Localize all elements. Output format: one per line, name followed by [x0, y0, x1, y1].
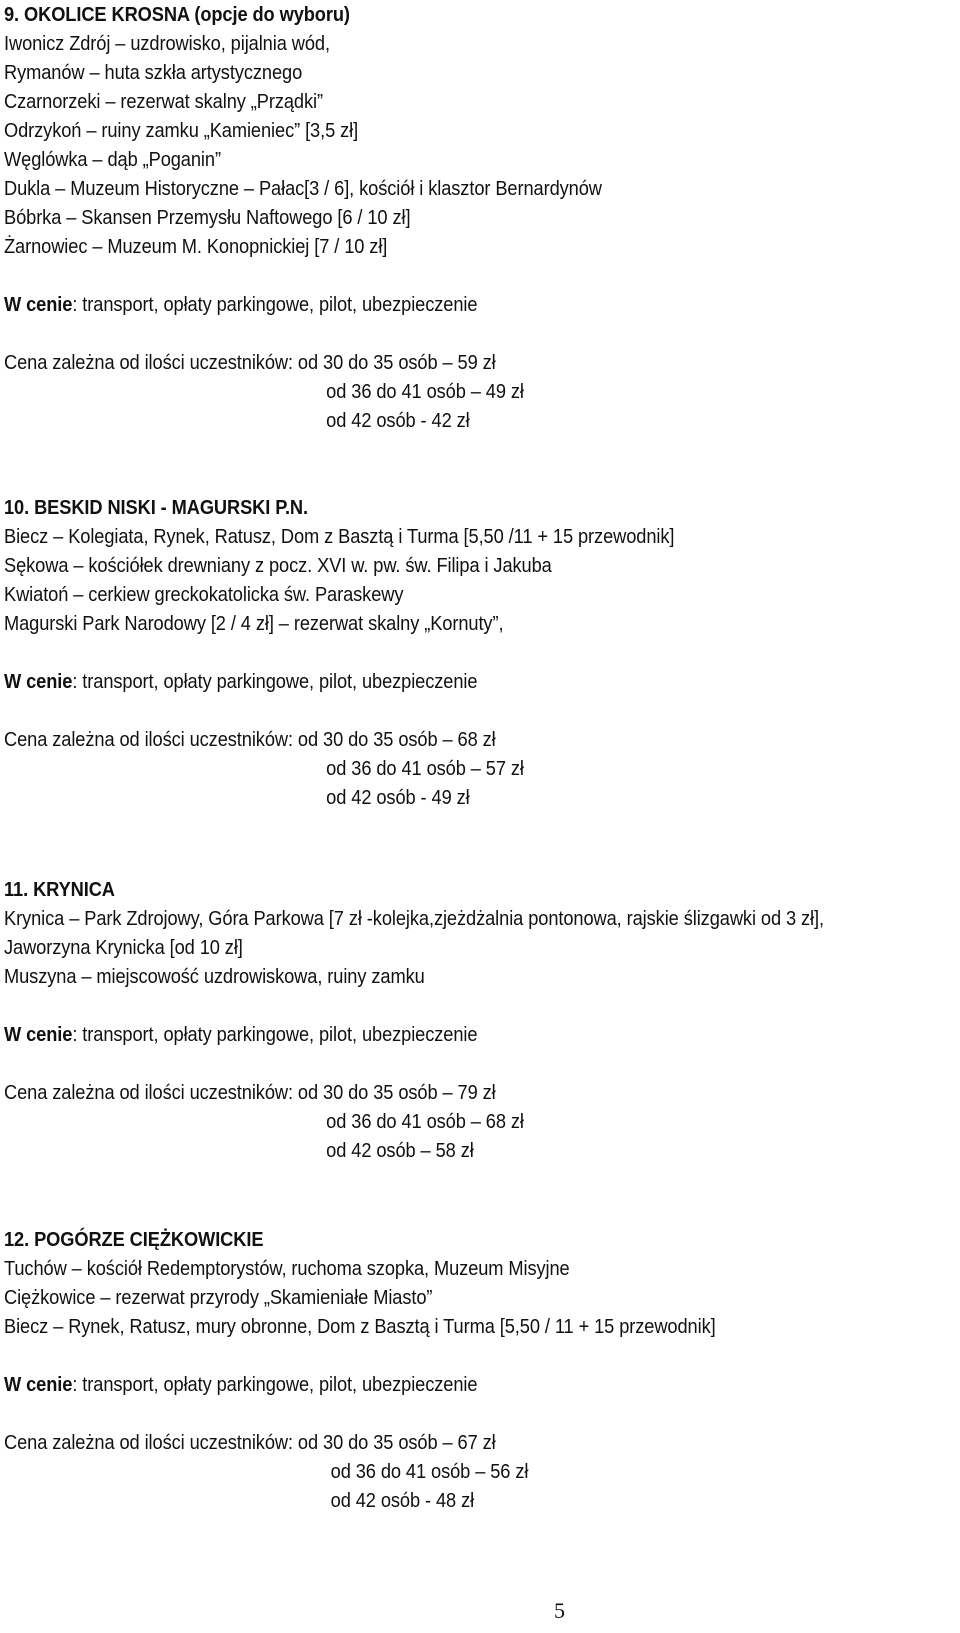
included-line [4, 667, 674, 696]
attraction-line: Muszyna – miejscowość uzdrowiskowa, ruiny zamku [4, 965, 425, 988]
section-title: 12. POGÓRZE CIĘŻKOWICKIE [4, 1228, 264, 1251]
price-row: od 42 osób - 42 zł [326, 409, 470, 432]
attraction-line: Żarnowiec – Muzeum M. Konopnickiej [7 / 10 zł] [4, 235, 388, 258]
price-row: od 42 osób – 58 zł [326, 1139, 474, 1162]
price-row: od 42 osób - 49 zł [326, 786, 470, 809]
included-text: : transport, opłaty parkingowe, pilot, ubezpieczenie [72, 293, 478, 316]
attraction-line: Sękowa – kościółek drewniany z pocz. XVI w. pw. św. Filipa i Jakuba [4, 554, 552, 577]
attraction-line: Biecz – Rynek, Ratusz, mury obronne, Dom z Basztą i Turma [5,50 / 11 + 15 przewodnik] [4, 1315, 716, 1338]
attraction-line: Bóbrka – Skansen Przemysłu Naftowego [6 / 10 zł] [4, 206, 411, 229]
section-krynica [4, 875, 824, 1165]
included-text: : transport, opłaty parkingowe, pilot, ubezpieczenie [72, 1373, 478, 1396]
included-line [4, 290, 602, 319]
page-number: 5 [554, 1598, 565, 1623]
price-intro: Cena zależna od ilości uczestników: od 30 do 35 osób – 67 zł [4, 1431, 496, 1454]
included-line [4, 1370, 716, 1399]
section-title: 10. BESKID NISKI - MAGURSKI P.N. [4, 496, 309, 519]
price-row: od 42 osób - 48 zł [330, 1489, 475, 1512]
price-row: od 36 do 41 osób – 68 zł [326, 1110, 524, 1133]
price-row: od 36 do 41 osób – 57 zł [326, 757, 524, 780]
attraction-line: Magurski Park Narodowy [2 / 4 zł] – rezerwat skalny „Kornuty”, [4, 612, 504, 635]
attraction-line: Jaworzyna Krynicka [od 10 zł] [4, 936, 243, 959]
section-title: 9. OKOLICE KROSNA (opcje do wyboru) [4, 3, 350, 26]
included-text: : transport, opłaty parkingowe, pilot, ubezpieczenie [72, 1023, 478, 1046]
included-label: W cenie [4, 1023, 73, 1046]
price-row: od 36 do 41 osób – 56 zł [330, 1460, 529, 1483]
attraction-line: Kwiatoń – cerkiew greckokatolicka św. Paraskewy [4, 583, 404, 606]
included-label: W cenie [4, 1373, 73, 1396]
attraction-line: Rymanów – huta szkła artystycznego [4, 61, 303, 84]
section-beskid-niski [4, 493, 674, 812]
attraction-line: Czarnorzeki – rezerwat skalny „Prządki” [4, 90, 323, 113]
attraction-line: Iwonicz Zdrój – uzdrowisko, pijalnia wód, [4, 32, 330, 55]
attraction-line: Ciężkowice – rezerwat przyrody „Skamieniałe Miasto” [4, 1286, 433, 1309]
attraction-line: Węglówka – dąb „Poganin” [4, 148, 221, 171]
section-okolice-krosna [4, 0, 602, 435]
included-text: : transport, opłaty parkingowe, pilot, ubezpieczenie [72, 670, 478, 693]
included-line [4, 1020, 824, 1049]
included-label: W cenie [4, 670, 73, 693]
attraction-line: Dukla – Muzeum Historyczne – Pałac[3 / 6], kościół i klasztor Bernardynów [4, 177, 602, 200]
price-intro: Cena zależna od ilości uczestników: od 30 do 35 osób – 59 zł [4, 351, 496, 374]
section-title: 11. KRYNICA [4, 878, 115, 901]
attraction-line: Krynica – Park Zdrojowy, Góra Parkowa [7 zł -kolejka,zjeżdżalnia pontonowa, rajskie ślizgawki od 3 zł], [4, 907, 824, 930]
price-intro: Cena zależna od ilości uczestników: od 30 do 35 osób – 79 zł [4, 1081, 496, 1104]
included-label: W cenie [4, 293, 73, 316]
attraction-line: Tuchów – kościół Redemptorystów, ruchoma szopka, Muzeum Misyjne [4, 1257, 570, 1280]
price-intro: Cena zależna od ilości uczestników: od 30 do 35 osób – 68 zł [4, 728, 496, 751]
attraction-line: Odrzykoń – ruiny zamku „Kamieniec” [3,5 zł] [4, 119, 359, 142]
attraction-line: Biecz – Kolegiata, Rynek, Ratusz, Dom z Basztą i Turma [5,50 /11 + 15 przewodnik] [4, 525, 675, 548]
section-pogorze-ciezkowickie [4, 1225, 716, 1515]
price-row: od 36 do 41 osób – 49 zł [326, 380, 524, 403]
